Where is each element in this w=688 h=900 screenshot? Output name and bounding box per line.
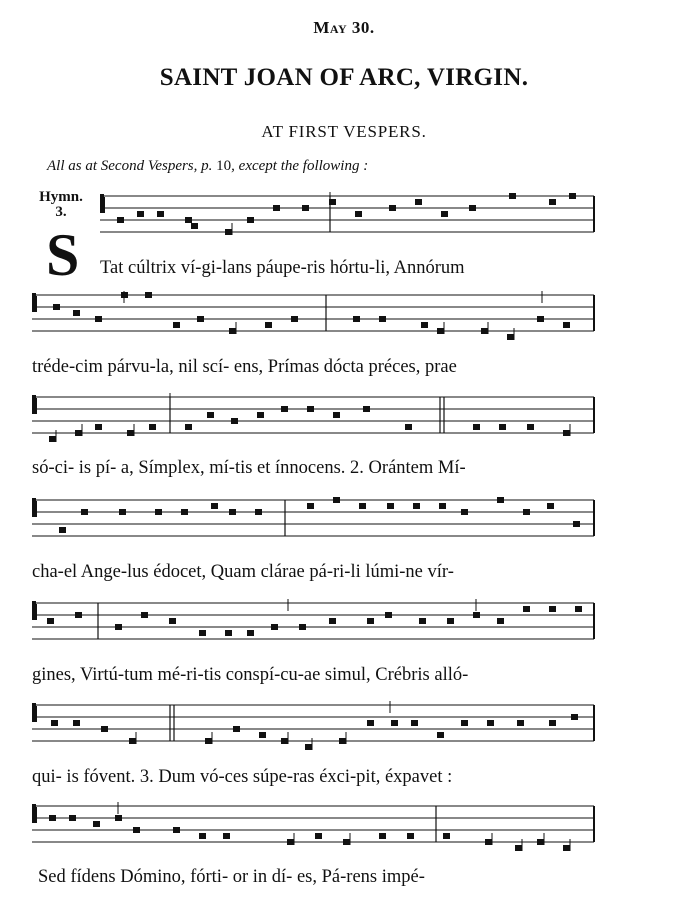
neume xyxy=(473,612,480,618)
c-clef xyxy=(32,501,37,517)
neume xyxy=(497,618,504,624)
hymn-mode: 3. xyxy=(55,204,67,220)
neume xyxy=(315,833,322,839)
neume xyxy=(191,223,198,229)
neume xyxy=(547,503,554,509)
neume xyxy=(229,328,236,334)
neume xyxy=(307,503,314,509)
c-clef-top xyxy=(32,601,36,606)
neume xyxy=(133,827,140,833)
neume xyxy=(367,720,374,726)
neume xyxy=(225,229,232,235)
neume xyxy=(405,424,412,430)
neume xyxy=(81,509,88,515)
neume xyxy=(69,815,76,821)
c-clef xyxy=(32,807,37,823)
neume xyxy=(499,424,506,430)
drop-capital: S xyxy=(46,222,80,288)
neume xyxy=(199,630,206,636)
neume xyxy=(49,815,56,821)
c-clef-top xyxy=(100,194,104,199)
neume xyxy=(537,316,544,322)
neume xyxy=(367,618,374,624)
neume xyxy=(391,720,398,726)
neume xyxy=(447,618,454,624)
section-subtitle: AT FIRST VESPERS. xyxy=(261,122,427,141)
neume xyxy=(173,827,180,833)
neume xyxy=(229,509,236,515)
rubric-note-suffix: , except the following : xyxy=(231,158,369,174)
neume xyxy=(51,720,58,726)
neume xyxy=(93,821,100,827)
neume xyxy=(339,738,346,744)
lyric-line: Sed fídens Dómino, fórti- or in dí- es, Pá-rens impé- xyxy=(38,867,425,887)
neume xyxy=(515,845,522,851)
neume xyxy=(75,430,82,436)
neume xyxy=(411,720,418,726)
neume xyxy=(75,612,82,618)
c-clef-top xyxy=(32,703,36,708)
neume xyxy=(487,720,494,726)
neume xyxy=(173,322,180,328)
neume xyxy=(185,424,192,430)
neume xyxy=(211,503,218,509)
neume xyxy=(137,211,144,217)
neume xyxy=(59,527,66,533)
lyric-line: cha-el Ange-lus édocet, Quam clárae pá-ri-li lúmi-ne vír- xyxy=(32,562,454,582)
neume xyxy=(333,497,340,503)
neume xyxy=(287,839,294,845)
neume xyxy=(197,316,204,322)
lyric-line: Tat cúltrix ví-gi-lans páupe-ris hórtu-li, Annórum xyxy=(100,258,465,278)
neume xyxy=(291,316,298,322)
neume xyxy=(569,193,576,199)
neume xyxy=(73,720,80,726)
neume xyxy=(537,839,544,845)
neume xyxy=(407,833,414,839)
neume xyxy=(421,322,428,328)
neume xyxy=(509,193,516,199)
neume xyxy=(441,211,448,217)
neume xyxy=(481,328,488,334)
neume xyxy=(497,497,504,503)
c-clef xyxy=(32,706,37,722)
neume xyxy=(549,199,556,205)
neume xyxy=(247,630,254,636)
c-clef xyxy=(100,197,105,213)
neume xyxy=(47,618,54,624)
neume xyxy=(207,412,214,418)
neume xyxy=(379,833,386,839)
neume xyxy=(129,738,136,744)
neume xyxy=(257,412,264,418)
neume xyxy=(115,624,122,630)
neume xyxy=(461,720,468,726)
neume xyxy=(265,322,272,328)
hymn-label-text: Hymn. xyxy=(39,189,83,205)
neume xyxy=(437,328,444,334)
lyric-line: tréde-cim párvu-la, nil scí- ens, Prímas dócta préces, prae xyxy=(32,357,457,377)
page-title: SAINT JOAN OF ARC, VIRGIN. xyxy=(159,64,529,91)
neume xyxy=(145,292,152,298)
neume xyxy=(563,322,570,328)
neume xyxy=(155,509,162,515)
neume xyxy=(517,720,524,726)
c-clef-top xyxy=(32,804,36,809)
neume xyxy=(247,217,254,223)
neume xyxy=(95,424,102,430)
neume xyxy=(169,618,176,624)
neume xyxy=(329,199,336,205)
neume xyxy=(95,316,102,322)
neume xyxy=(473,424,480,430)
neume xyxy=(305,744,312,750)
neume xyxy=(141,612,148,618)
neume xyxy=(575,606,582,612)
neume xyxy=(359,503,366,509)
neume xyxy=(527,424,534,430)
neume xyxy=(573,521,580,527)
c-clef-top xyxy=(32,498,36,503)
neume xyxy=(302,205,309,211)
neume xyxy=(149,424,156,430)
neume xyxy=(415,199,422,205)
neume xyxy=(231,418,238,424)
neume xyxy=(363,406,370,412)
neume xyxy=(523,606,530,612)
neume xyxy=(117,217,124,223)
neume xyxy=(49,436,56,442)
lyric-line: só-ci- is pí- a, Símplex, mí-tis et ínnocens. 2. Orántem Mí- xyxy=(32,458,466,478)
neume xyxy=(185,217,192,223)
c-clef xyxy=(32,604,37,620)
page-date: May 30. xyxy=(313,18,375,37)
neume xyxy=(385,612,392,618)
c-clef xyxy=(32,398,37,414)
neume xyxy=(271,624,278,630)
neume xyxy=(333,412,340,418)
neume xyxy=(73,310,80,316)
neume xyxy=(307,406,314,412)
neume xyxy=(121,292,128,298)
rubric-note-prefix: All as at Second Vespers, p. xyxy=(47,158,217,174)
neume xyxy=(437,732,444,738)
neume xyxy=(563,845,570,851)
neume xyxy=(329,618,336,624)
neume xyxy=(387,503,394,509)
neume xyxy=(439,503,446,509)
neume xyxy=(119,509,126,515)
neume xyxy=(443,833,450,839)
neume xyxy=(563,430,570,436)
neume xyxy=(205,738,212,744)
neume xyxy=(389,205,396,211)
neume xyxy=(353,316,360,322)
neume xyxy=(523,509,530,515)
neume xyxy=(101,726,108,732)
neume xyxy=(233,726,240,732)
neume xyxy=(225,630,232,636)
neume xyxy=(413,503,420,509)
c-clef-top xyxy=(32,293,36,298)
neume xyxy=(299,624,306,630)
c-clef-top xyxy=(32,395,36,400)
neume xyxy=(461,509,468,515)
neume xyxy=(223,833,230,839)
neume xyxy=(549,606,556,612)
neume xyxy=(571,714,578,720)
c-clef xyxy=(32,296,37,312)
neume xyxy=(127,430,134,436)
neume xyxy=(53,304,60,310)
neume xyxy=(281,738,288,744)
neume xyxy=(259,732,266,738)
neume xyxy=(199,833,206,839)
neume xyxy=(379,316,386,322)
lyric-line: qui- is fóvent. 3. Dum vó-ces súpe-ras éxci-pit, éxpavet : xyxy=(32,767,453,787)
neume xyxy=(355,211,362,217)
neume xyxy=(181,509,188,515)
neume xyxy=(343,839,350,845)
neume xyxy=(157,211,164,217)
rubric-note-page: 10 xyxy=(216,158,232,174)
neume xyxy=(255,509,262,515)
lyric-line: gines, Virtú-tum mé-ri-tis conspí-cu-ae simul, Crébris alló- xyxy=(32,665,469,685)
neume xyxy=(485,839,492,845)
neume xyxy=(419,618,426,624)
neume xyxy=(273,205,280,211)
neume xyxy=(469,205,476,211)
neume xyxy=(115,815,122,821)
neume xyxy=(507,334,514,340)
neume xyxy=(549,720,556,726)
neume xyxy=(281,406,288,412)
